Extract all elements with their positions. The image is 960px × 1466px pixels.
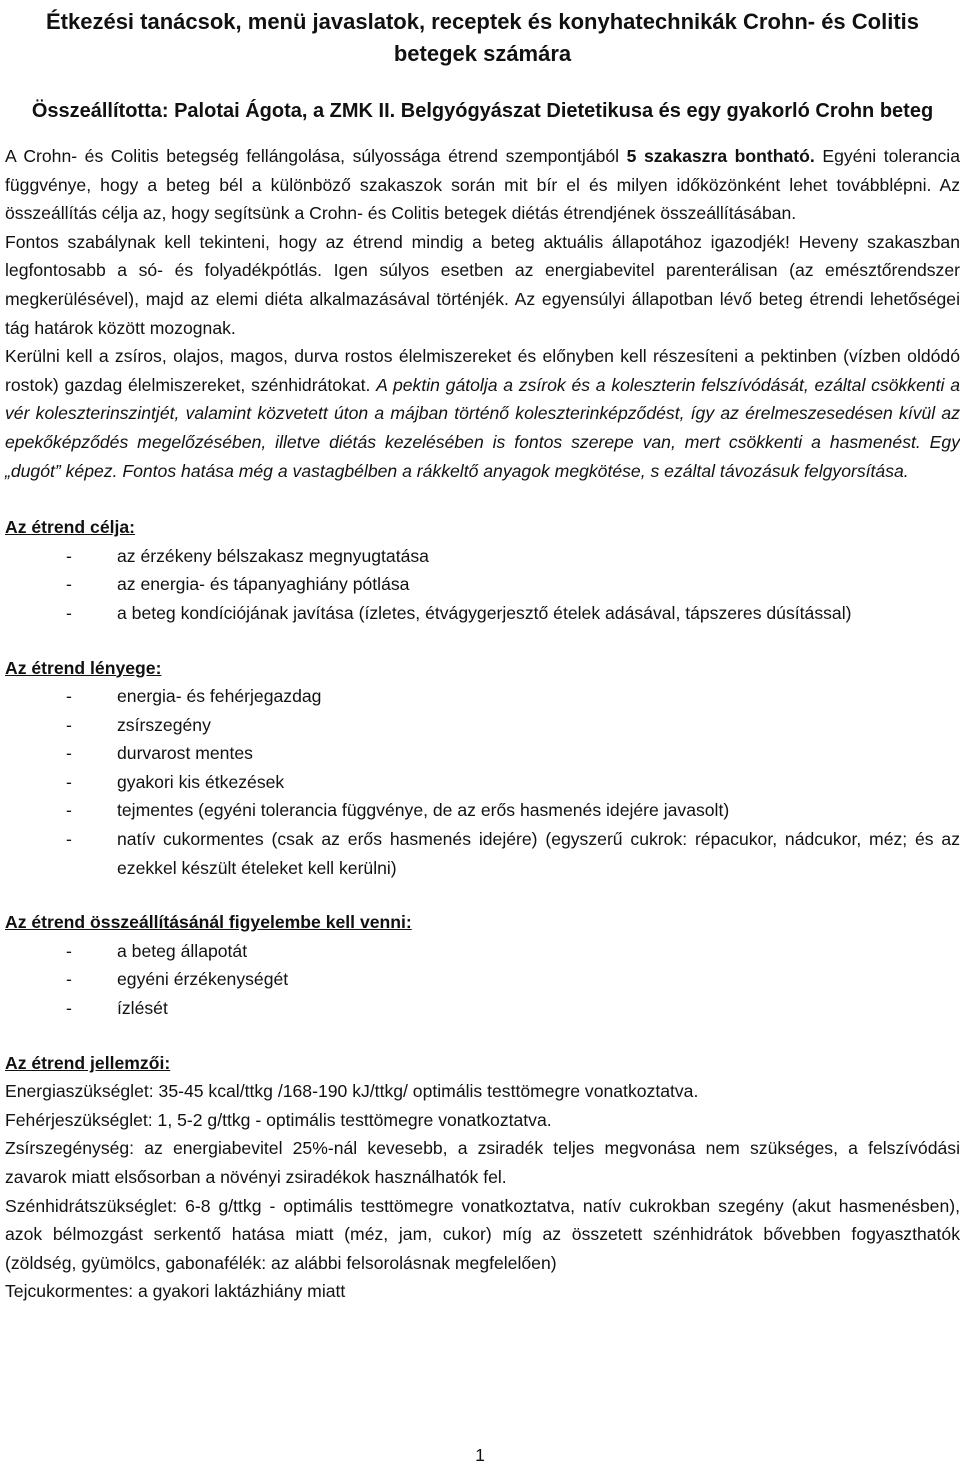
lactose-free-note: Tejcukormentes: a gyakori laktázhiány miatt [5, 1281, 346, 1302]
list-item [5, 825, 960, 882]
carbohydrate-requirement: Szénhidrátszükséglet: 6-8 g/ttkg - optimális testtömegre vonatkoztatva, natív cukrokban szegény (akut hasmenésben), azok bélmozgást serkentő hatása miatt (méz, jam, cukor) míg az összetett szénhidrátok bővebben fogyaszthatók (zöldség, gyümölcs, gabonafélék: az alábbi felsorolásnak megfelelően) [5, 1195, 960, 1273]
section-goal [5, 513, 960, 627]
dash-marker: - [66, 574, 72, 595]
intro-p1-start: A Crohn- és Colitis betegség fellángolása, súlyossága étrend szempontjából [5, 146, 627, 166]
dash-marker: - [66, 829, 72, 850]
low-fat-note: Zsírszegénység: az energiabevitel 25%-nál kevesebb, a zsiradék teljes megvonása nem szükséges, a felszívódási zavarok miatt elsősorban a növényi zsiradékok használhatók fel. [5, 1138, 960, 1187]
list-item [5, 994, 960, 1023]
dash-marker: - [66, 686, 72, 707]
goal-list [5, 542, 960, 628]
list-item [5, 711, 960, 740]
page-number: 1 [475, 1445, 485, 1465]
section-compose [5, 908, 960, 1022]
section-heading-goal: Az étrend célja: [5, 517, 136, 538]
section-essence [5, 654, 960, 883]
list-item [5, 570, 960, 599]
list-item-text: az energia- és tápanyaghiány pótlása [117, 574, 410, 595]
list-item-text: a beteg állapotát [117, 940, 248, 961]
list-item [5, 682, 960, 711]
list-item [5, 965, 960, 994]
compose-list [5, 937, 960, 1023]
document-title: Étkezési tanácsok, menü javaslatok, receptek és konyhatechnikák Crohn- és Colitis betegek számára [45, 9, 920, 66]
list-item-text: energia- és fehérjegazdag [117, 686, 322, 707]
dash-marker: - [66, 969, 72, 990]
intro-paragraph-2: Fontos szabálynak kell tekinteni, hogy az étrend mindig a beteg aktuális állapotához igazodjék! Heveny szakaszban legfontosabb a só- és folyadékpótlás. Igen súlyos esetben az energiabevitel parenterálisan (az emésztőrendszer megkerülésével), majd az elemi diéta alkalmazásával történjék. Az egyensúlyi állapotban lévő beteg étrendi lehetőségei tág határok között mozognak. [5, 231, 960, 338]
list-item [5, 937, 960, 966]
list-item [5, 739, 960, 768]
intro-paragraph-1 [5, 142, 960, 228]
list-item-text: tejmentes (egyéni tolerancia függvénye, de az erős hasmenés idejére javasolt) [117, 800, 730, 821]
list-item-text: ízlését [117, 998, 168, 1019]
list-item-text: a beteg kondíciójának javítása (ízletes, étvágygerjesztő ételek adásával, tápszeres dúsítással) [117, 602, 852, 623]
list-item [5, 796, 960, 825]
dash-marker: - [66, 602, 72, 623]
protein-requirement: Fehérjeszükséglet: 1, 5-2 g/ttkg - optimális testtömegre vonatkoztatva. [5, 1109, 552, 1130]
dash-marker: - [66, 998, 72, 1019]
dash-marker: - [66, 771, 72, 792]
list-item [5, 768, 960, 797]
section-heading-characteristics: Az étrend jellemzői: [5, 1052, 171, 1073]
intro-paragraph-3 [5, 342, 960, 485]
dash-marker: - [66, 714, 72, 735]
dash-marker: - [66, 940, 72, 961]
list-item-text: az érzékeny bélszakasz megnyugtatása [117, 545, 429, 566]
intro-p1-bold: 5 szakaszra bontható. [626, 146, 815, 166]
intro-p3-italic: A pektin gátolja a zsírok és a koleszterin felszívódását, ezáltal csökkenti a vér koleszterinszintjét, valamint közvetett úton a májban történő koleszterinképződést, így az érelmeszesedésen kívül az epekőképződés megelőzésében, illetve diétás kezelésében is fontos szerepe van, mert csökkenti a hasmenést. Egy „dugót” képez. Fontos hatása még a vastagbélben a rákkeltő anyagok megkötése, s ezáltal távozásuk felgyorsítása. [5, 374, 960, 481]
intro-p1-rest: Egyéni tolerancia függvénye, hogy a beteg bél a különböző szakaszok során mit bír el és milyen időközönként lehet továbblépni. Az összeállítás célja az, hogy segítsünk a Crohn- és Colitis betegek diétás étrendjének összeállításában. [5, 146, 960, 224]
list-item-text: zsírszegény [117, 714, 211, 735]
list-item-text: gyakori kis étkezések [117, 771, 285, 792]
dash-marker: - [66, 545, 72, 566]
dash-marker: - [66, 743, 72, 764]
energy-requirement: Energiaszükséglet: 35-45 kcal/ttkg /168-190 kJ/ttkg/ optimális testtömegre vonatkoztatva. [5, 1081, 699, 1102]
list-item [5, 542, 960, 571]
list-item [5, 599, 960, 628]
section-heading-compose: Az étrend összeállításánál figyelembe kell venni: [5, 912, 412, 933]
list-item-text: durvarost mentes [117, 743, 253, 764]
document-page [5, 0, 960, 1306]
compiler-line: Összeállította: Palotai Ágota, a ZMK II. Belgyógyászat Dietetikusa és egy gyakorló Crohn beteg [31, 100, 934, 122]
intro-p3-start: Kerülni kell a zsíros, olajos, magos, durva rostos élelmiszereket és előnyben kell részesíteni a pektinben (vízben oldódó rostok) gazdag élelmiszereket, szénhidrátokat. [5, 346, 960, 395]
section-heading-essence: Az étrend lényege: [5, 657, 162, 678]
list-item-text: egyéni érzékenységét [117, 969, 289, 990]
list-item-text: natív cukormentes (csak az erős hasmenés idejére) (egyszerű cukrok: répacukor, nádcukor, méz; és az ezekkel készült ételeket kell kerülni) [117, 829, 960, 878]
section-characteristics [5, 1049, 960, 1306]
dash-marker: - [66, 800, 72, 821]
intro-text [5, 142, 960, 485]
essence-list [5, 682, 960, 882]
